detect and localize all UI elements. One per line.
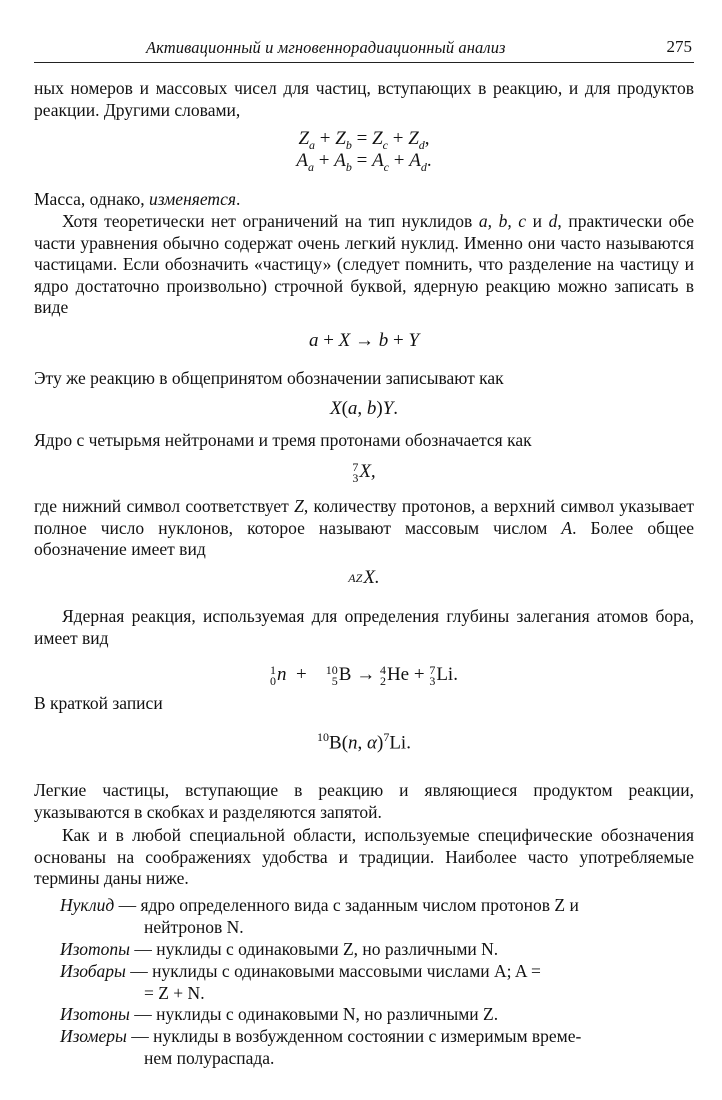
definition-text: нуклиды в возбужденном состоянии с измеримым време- <box>153 1026 582 1046</box>
paragraph-1: ных номеров и массовых чисел для частиц, вступающих в реакцию, и для продуктов реакции. Другими словами, <box>34 78 694 120</box>
equation-nuclide-general <box>34 567 694 589</box>
term: Изотопы <box>60 939 130 959</box>
p3-vars: a, b, c <box>478 211 527 231</box>
b-indices <box>325 662 338 688</box>
equation-reaction: a + X → b + Y <box>308 330 420 351</box>
term: Изомеры <box>60 1026 127 1046</box>
definition-text: нуклиды с одинаковыми массовыми числами A; A = <box>152 961 541 981</box>
p6-part2: , количеству протонов, а верхний символ указывает полное число нуклонов, которое называют массовым числом <box>34 496 695 538</box>
short-alpha: α <box>367 732 377 754</box>
paragraph-3 <box>34 211 694 319</box>
definition-isotopes <box>60 939 694 961</box>
p3-and: и <box>526 211 549 231</box>
n-top: 1 <box>270 662 277 677</box>
running-head <box>34 36 694 63</box>
definition-text: нуклиды с одинаковыми N, но различными Z. <box>156 1004 499 1024</box>
b-bottom: 5 <box>331 673 338 688</box>
term: Нуклид <box>60 895 115 915</box>
boron-symbol: B <box>338 664 352 685</box>
lithium-symbol: Li. <box>436 664 458 685</box>
paragraph-7: Ядерная реакция, используемая для определения глубины залегания атомов бора, имеет вид <box>34 606 694 648</box>
definition-isotones <box>60 1004 694 1026</box>
plus-1: + <box>296 664 307 685</box>
atomic-number: 3 <box>352 470 359 485</box>
short-end: Li. <box>389 732 411 754</box>
equation-nuclide-7-3 <box>34 461 694 484</box>
definition-isobars <box>60 961 694 1004</box>
dash: — <box>126 1026 154 1046</box>
definition-text: ядро определенного вида с заданным числом протонов Z и <box>140 895 579 915</box>
he-bottom: 2 <box>379 673 386 688</box>
equation-charge-conservation: $Z_a + Z_b = Z_c + Z_d$, <box>298 128 430 152</box>
p6-part1: где нижний символ соответствует <box>34 496 295 516</box>
li-indices <box>429 662 436 688</box>
short-sep: , <box>357 732 368 754</box>
p3-part2: , практически обе части уравнения обычно содержат очень легкий нуклид. Именно они часто называются частицами. Если обозначить «частицу» (следует помнить, что разделение на частицу и ядро достаточно произвольно) строчной буквой, ядерную реакцию можно записать в виде <box>34 211 694 317</box>
li-bottom: 3 <box>429 673 436 688</box>
general-mass-number: A <box>348 571 356 586</box>
short-close: ) <box>377 732 384 754</box>
running-title: Активационный и мгновеннорадиационный анализ <box>146 38 506 57</box>
definition-text: нуклиды с одинаковыми Z, но различными N. <box>156 939 499 959</box>
definition-continuation: = Z + N. <box>144 982 205 1003</box>
paragraph-2 <box>34 189 694 211</box>
definition-continuation: нейтронов N. <box>144 916 244 937</box>
he-top: 4 <box>379 662 386 677</box>
p3-part1: Хотя теоретически нет ограничений на тип нуклидов <box>62 211 479 231</box>
li-top: 7 <box>429 662 436 677</box>
short-post: 7 <box>383 730 390 744</box>
helium-symbol: He <box>386 664 410 685</box>
short-body: B( <box>329 732 349 754</box>
paragraph-8: В краткой записи <box>34 693 163 713</box>
plus-2: + <box>413 664 425 685</box>
dash: — <box>129 939 157 959</box>
dash: — <box>114 895 141 915</box>
dash: — <box>125 961 153 981</box>
paragraph-10: Как и в любой специальной области, используемые специфические обозначения основаны на соображениях удобства и традиции. Наиболее часто употребляемые термины даны ниже. <box>34 825 694 888</box>
arrow: → <box>356 664 376 685</box>
p3-var-d: d <box>548 211 558 231</box>
general-symbol: X. <box>363 567 380 588</box>
nuclide-general-indices <box>348 573 362 584</box>
dash: — <box>129 1004 157 1024</box>
he-indices <box>379 662 386 688</box>
p2-text: Масса, однако, <box>34 189 149 209</box>
paragraph-9: Легкие частицы, вступающие в реакцию и являющиеся продуктом реакции, указываются в скобках и разделяются запятой. <box>34 780 694 822</box>
short-n: n <box>348 732 358 754</box>
equation-mass-number-conservation: $A_a + A_b = A_c + A_d$. <box>296 150 432 174</box>
term: Изобары <box>60 961 126 981</box>
b-top: 10 <box>325 662 338 677</box>
equation-short-form <box>34 726 694 754</box>
paragraph-5: Ядро с четырьмя нейтронами и тремя протонами обозначается как <box>34 430 532 450</box>
p2-emphasis: изменяется <box>149 189 236 209</box>
equation-boron-reaction <box>34 664 694 687</box>
mass-number: 7 <box>352 459 359 474</box>
term: Изотоны <box>60 1004 130 1024</box>
equation-reaction-notation: X(a, b)Y. <box>329 398 399 419</box>
n-bottom: 0 <box>270 673 277 688</box>
nuclide-symbol: X, <box>359 461 376 482</box>
p2-end: . <box>235 189 241 209</box>
n-indices <box>270 662 277 688</box>
paragraph-6 <box>34 496 694 561</box>
short-pre: 10 <box>317 730 330 744</box>
p6-part3: . Более общее обозначение имеет вид <box>34 517 695 559</box>
definition-isomers <box>60 1026 694 1069</box>
definition-continuation: нем полураспада. <box>144 1047 275 1068</box>
page-number: 275 <box>666 37 692 56</box>
p6-z: Z <box>294 496 304 516</box>
p6-a: A <box>561 517 573 538</box>
nuclide-indices <box>352 459 359 485</box>
paragraph-4: Эту же реакцию в общепринятом обозначении записывают как <box>34 368 504 388</box>
general-atomic-number: Z <box>355 571 363 586</box>
neutron-symbol: n <box>277 664 287 685</box>
definition-nuclide <box>60 895 694 938</box>
